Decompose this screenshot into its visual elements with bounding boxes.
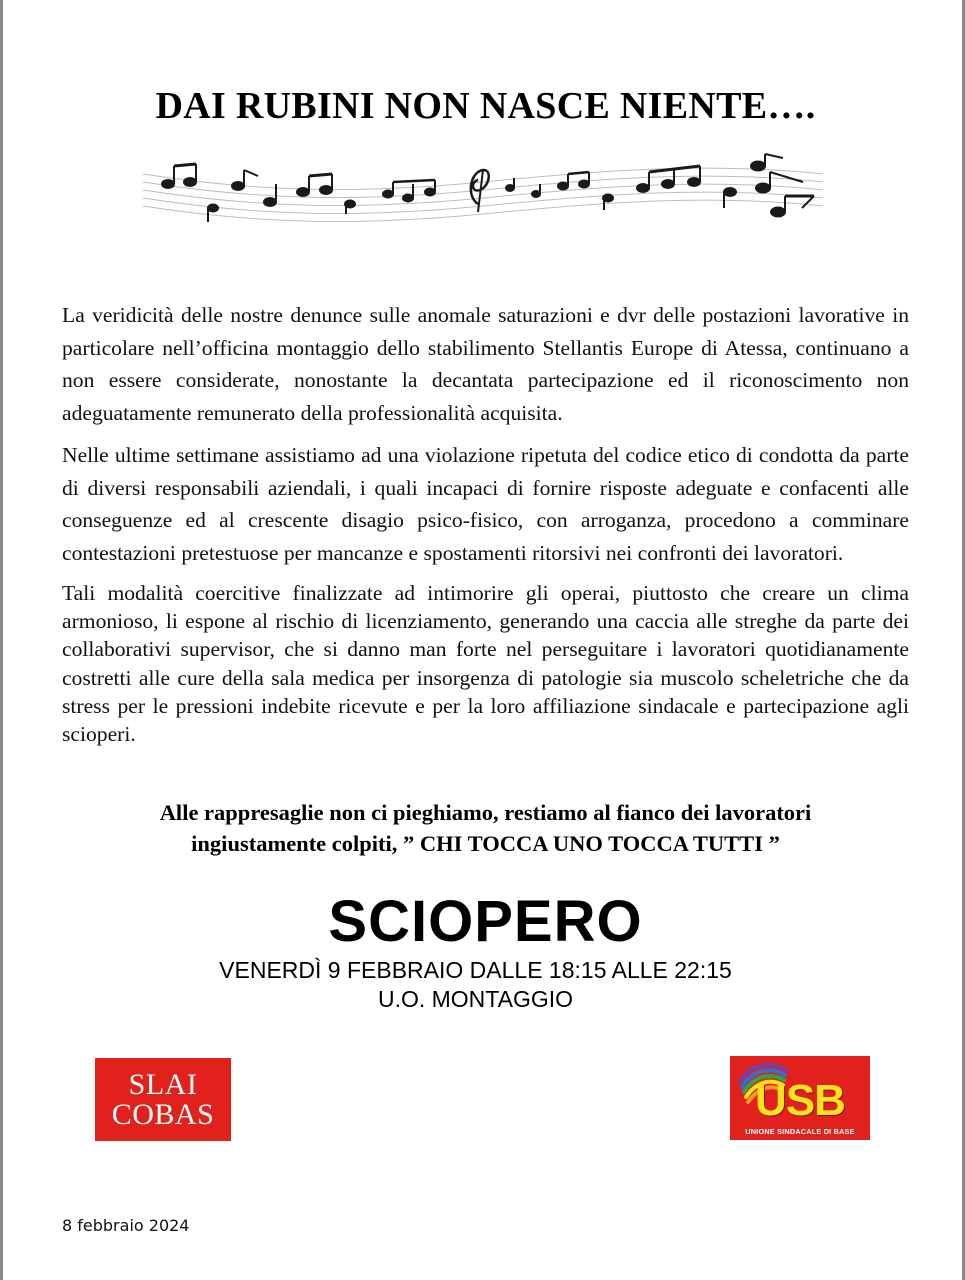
slai-cobas-logo [95, 1058, 231, 1141]
flyer-title: DAI RUBINI NON NASCE NIENTE…. [155, 85, 816, 127]
slai-logo-line-1: SLAI [128, 1067, 198, 1101]
paragraph-3: Tali modalità coercitive finalizzate ad intimorire gli operai, piuttosto che creare un clima armonioso, li espone al rischio di licenziamento, generando una caccia alle streghe da parte dei collaborativi supervisor, che si danno man forte nel perseguitare i lavoratori quotidianamente costretti alle cure della sala medica per insorgenza di patologie sia muscolo scheletriche che da stress per le pressioni indebite ricevute e per la loro affiliazione sindacale e partecipazione agli scioperi. [62, 581, 909, 747]
slogan [3, 797, 965, 859]
strike-when: VENERDÌ 9 FEBBRAIO DALLE 18:15 ALLE 22:15 [219, 957, 732, 983]
music-notes-staff-icon [138, 152, 828, 232]
strike-heading: SCIOPERO [328, 889, 643, 954]
paragraph-1: La veridicità delle nostre denunce sulle anomale saturazioni e dvr delle postazioni lavorative in particolare nell’officina montaggio dello stabilimento Stellantis Europe di Atessa, continuano a non essere considerate, nonostante la decantata partecipazione ed il riconoscimento non adeguatamente remunerato della professionalità acquisita. [62, 303, 909, 425]
strike-details [3, 956, 948, 1014]
strike-where: U.O. MONTAGGIO [377, 986, 574, 1012]
body-text [62, 299, 909, 748]
slai-logo-line-2: COBAS [111, 1097, 215, 1131]
usb-logo-name: USB [755, 1076, 845, 1125]
slogan-line-2: ingiustamente colpiti, ” CHI TOCCA UNO TOCCA TUTTI ” [191, 831, 780, 856]
paragraph-2: Nelle ultime settimane assistiamo ad una violazione ripetuta del codice etico di condotta da parte di diversi responsabili aziendali, i quali incapaci di fornire risposte adeguate e confacenti alle conseguenze ed al crescente disagio psico-fisico, con arroganza, procedono a comminare contestazioni pretestuose per mancanze e spostamenti ritorsivi nei confronti dei lavoratori. [62, 443, 909, 565]
slogan-line-1: Alle rappresaglie non ci pieghiamo, restiamo al fianco dei lavoratori [159, 800, 812, 825]
usb-logo [730, 1056, 870, 1140]
usb-logo-subtitle: UNIONE SINDACALE DI BASE [745, 1127, 855, 1136]
flyer-date: 8 febbraio 2024 [62, 1216, 190, 1235]
